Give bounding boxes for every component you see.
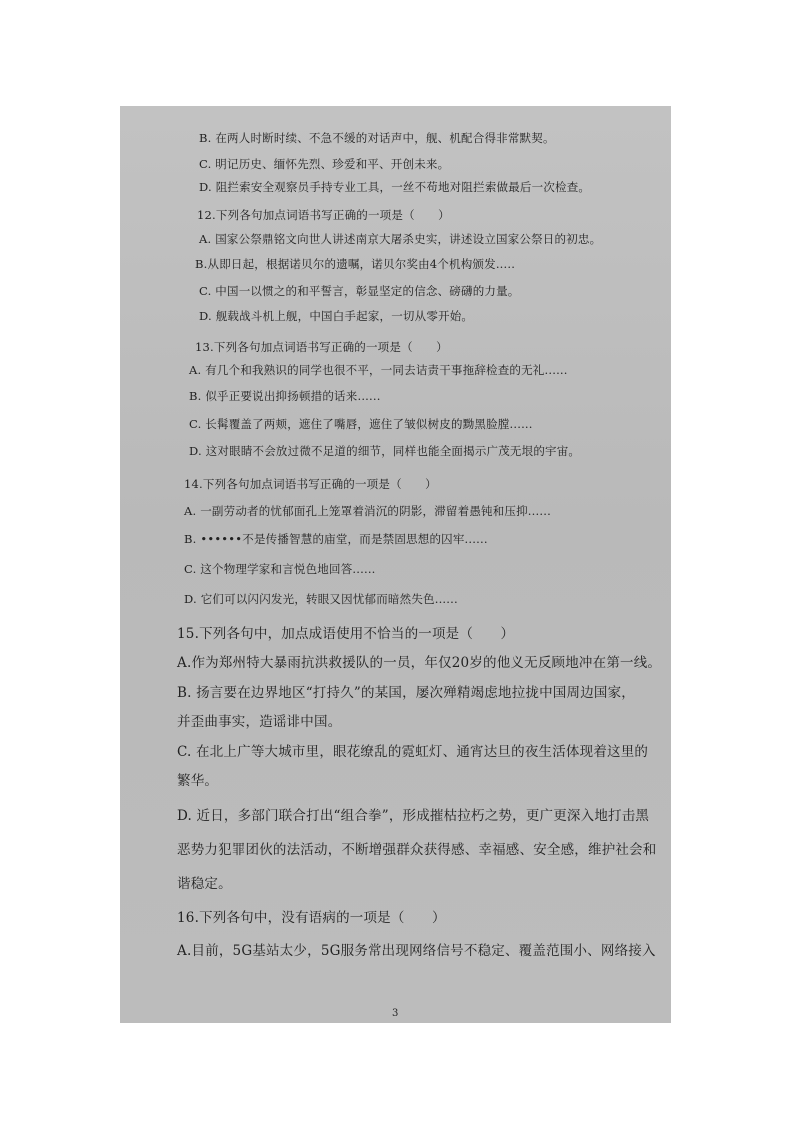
q12-option-d: D. 舰载战斗机上舰，中国白手起家，一切从零开始。: [199, 309, 474, 323]
q15-option-c-continued: 繁华。: [177, 773, 219, 789]
q11-option-c: C. 明记历史、缅怀先烈、珍爱和平、开创未来。: [199, 157, 450, 171]
q15-option-b: B. 扬言要在边界地区“打持久”的某国，屡次殚精竭虑地拉拢中国周边国家，: [177, 685, 636, 701]
q14-option-b: B. ••••••不是传播智慧的庙堂，而是禁固思想的囚牢......: [184, 532, 488, 546]
q15-stem: 15.下列各句中，加点成语使用不恰当的一项是（ ）: [177, 626, 515, 642]
q13-option-a: A. 有几个和我熟识的同学也很不平，一同去诘责干事拖辞检查的无礼......: [189, 363, 568, 377]
q14-stem: 14.下列各句加点词语书写正确的一项是（ ）: [184, 477, 437, 491]
q12-option-b: B.从即日起，根据诺贝尔的遗嘱，诺贝尔奖由4个机构颁发.....: [195, 257, 516, 271]
q15-option-b-continued: 并歪曲事实，造谣诽中国。: [177, 714, 342, 730]
q13-option-d: D. 这对眼睛不会放过微不足道的细节，同样也能全面揭示广茂无垠的宇宙。: [189, 444, 581, 458]
q14-option-c: C. 这个物理学家和言悦色地回答......: [184, 562, 376, 576]
q12-option-c: C. 中国一以惯之的和平誓言，彰显坚定的信念、磅礴的力量。: [199, 284, 520, 298]
q13-option-b: B. 似乎正要说出抑扬顿措的话来......: [189, 389, 381, 403]
q15-option-c: C. 在北上广等大城市里，眼花缭乱的霓虹灯、通宵达旦的夜生活体现着这里的: [177, 744, 649, 760]
scanned-exam-page: [120, 106, 671, 1023]
q14-option-a: A. 一副劳动者的忧郁面孔上笼罩着消沉的阴影，滞留着愚钝和压抑......: [184, 504, 551, 518]
q11-option-d: D. 阻拦索安全观察员手持专业工具，一丝不苟地对阻拦索做最后一次检查。: [199, 180, 591, 194]
q16-option-a: A.目前，5G基站太少，5G服务常出现网络信号不稳定、覆盖范围小、网络接入: [177, 943, 656, 959]
q15-option-d: D. 近日，多部门联合打出“组合拳”，形成摧枯拉朽之势，更广更深入地打击黑: [177, 808, 650, 824]
q14-option-d: D. 它们可以闪闪发光，转眼又因忧郁而暗然失色......: [184, 592, 458, 606]
q12-stem: 12.下列各句加点词语书写正确的一项是（ ）: [197, 208, 450, 222]
q15-option-a: A.作为郑州特大暴雨抗洪救援队的一员，年仅20岁的他义无反顾地冲在第一线。: [177, 655, 662, 671]
page-number: 3: [392, 1008, 399, 1019]
q11-option-b: B. 在两人时断时续、不急不缓的对话声中，舰、机配合得非常默契。: [199, 131, 555, 145]
q12-option-a: A. 国家公祭鼎铭文向世人讲述南京大屠杀史实，讲述设立国家公祭日的初忠。: [199, 232, 602, 246]
q15-option-d-continued-1: 恶势力犯罪团伙的法活动，不断增强群众获得感、幸福感、安全感，维护社会和: [177, 842, 657, 858]
q15-option-d-continued-2: 谐稳定。: [177, 876, 232, 892]
q13-stem: 13.下列各句加点词语书写正确的一项是（ ）: [195, 340, 448, 354]
q16-stem: 16.下列各句中，没有语病的一项是（ ）: [177, 910, 446, 926]
q13-option-c: C. 长髯覆盖了两颊，遮住了嘴唇，遮住了皱似树皮的黝黑脸膛......: [189, 417, 533, 431]
